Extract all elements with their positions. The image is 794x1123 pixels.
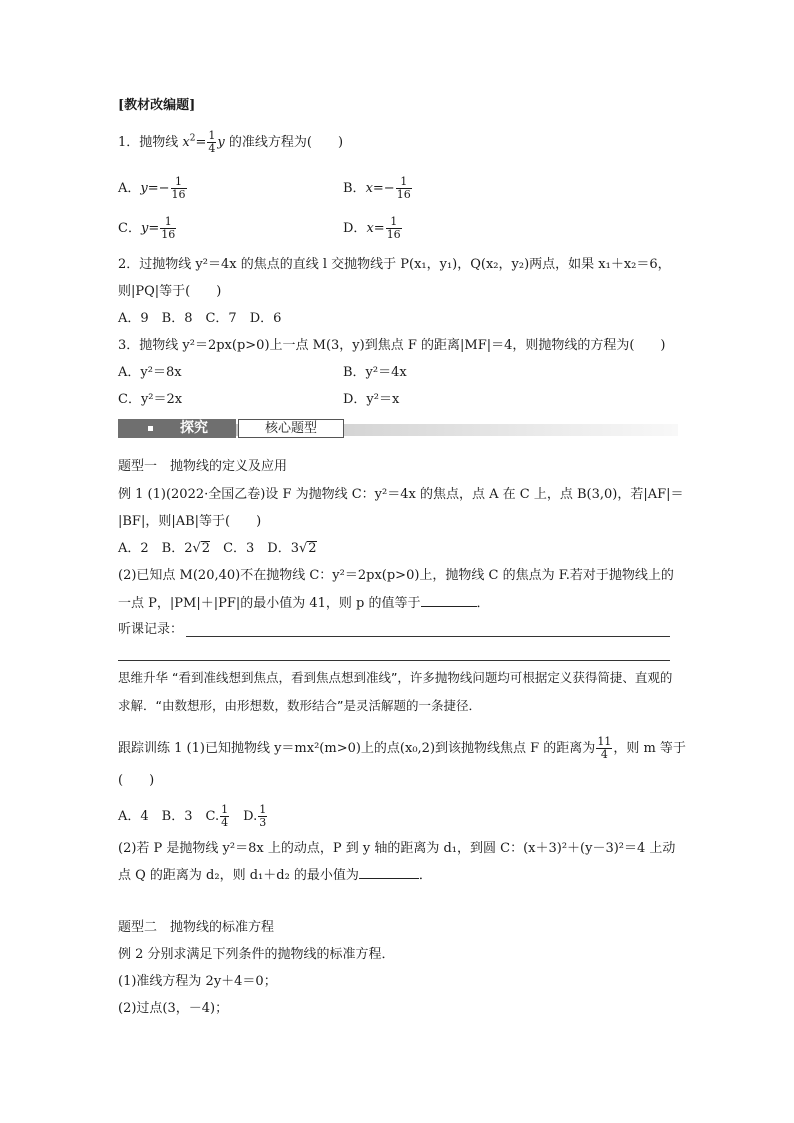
option-fraction — [386, 216, 402, 241]
frac-num: 11 — [597, 735, 612, 748]
frac-num: 1 — [396, 176, 412, 189]
q3-option-a: A．y²＝8x — [118, 365, 182, 380]
question-1 — [118, 130, 343, 155]
q2-line-2: 则|PQ|等于( ) — [118, 284, 222, 299]
answer-blank[interactable] — [421, 594, 477, 607]
option-label: A． — [118, 181, 141, 196]
q1-frac-num: 1 — [208, 129, 216, 142]
notes-label: 听课记录： — [118, 622, 184, 637]
training1-line-2: ( ) — [118, 773, 155, 788]
q1-option-d — [343, 216, 403, 241]
frac-den: 16 — [386, 228, 401, 241]
ex1-p2-text: 一点 P，|PM|＋|PF|的最小值为 41，则 p 的值等于 — [118, 596, 421, 611]
sqrt-symbol: √ — [298, 541, 308, 556]
option-var: y — [140, 221, 149, 236]
q1-option-c — [118, 216, 177, 241]
frac-num: 1 — [259, 803, 267, 816]
frac-den: 3 — [259, 816, 267, 829]
frac-num: 1 — [160, 216, 176, 229]
example1-part2-line-2 — [118, 594, 490, 613]
example2-line: 例 2 分别求满足下列条件的抛物线的标准方程． — [118, 947, 395, 962]
q1-option-a — [118, 176, 188, 201]
q3-line-1: 3．抛物线 y²＝2px(p>0)上一点 M(3，y)到焦点 F 的距离|MF|＝4，则抛物线的方程为( ) — [118, 338, 666, 353]
example2-condition-1: (1)准线方程为 2y＋4＝0； — [118, 974, 277, 989]
train-opts-d: D. — [230, 809, 258, 824]
frac-den: 4 — [221, 816, 229, 829]
example2-condition-2: (2)过点(3，－4)； — [118, 1001, 229, 1016]
option-label: B． — [343, 181, 366, 196]
frac-den: 16 — [161, 228, 176, 241]
option-fraction — [171, 176, 187, 201]
ex1-opt-a: A．2 B．2 — [118, 541, 193, 556]
example1-options — [118, 540, 317, 558]
training1-options — [118, 804, 268, 829]
option-fraction — [160, 216, 176, 241]
training1-line-1 — [118, 736, 686, 761]
frac-den: 16 — [396, 188, 411, 201]
option-label: D． — [343, 221, 367, 236]
train2-text: 点 Q 的距离为 d₂，则 d₁＋d₂ 的最小值为 — [118, 868, 359, 883]
example1-line-2: |BF|，则|AB|等于( ) — [118, 514, 262, 529]
frac-den: 16 — [171, 188, 186, 201]
section-banner — [118, 419, 678, 439]
banner-title-right: 核心题型 — [264, 421, 317, 436]
q2-options: A．9 B．8 C．7 D．6 — [118, 311, 282, 326]
option-var: x — [366, 221, 374, 236]
option-eq: = — [373, 221, 385, 236]
q1-y: y — [217, 135, 225, 150]
answer-blank[interactable] — [359, 866, 419, 879]
q1-frac-den: 4 — [208, 142, 216, 155]
frac-num: 1 — [386, 216, 402, 229]
ex1-p2-end: ． — [476, 596, 490, 611]
q1-option-b — [343, 176, 413, 201]
section-tag: [教材改编题] — [118, 98, 196, 113]
q3-option-c: C．y²＝2x — [118, 392, 183, 407]
train-fraction — [596, 736, 612, 761]
frac-den: 4 — [600, 748, 608, 761]
example1-line-1: 例 1 (1)(2022·全国乙卷)设 F 为抛物线 C：y²＝4x 的焦点，点 A 在 C 上，点 B(3,0)，若|AF|＝ — [118, 487, 684, 502]
banner-dark-block — [118, 419, 236, 438]
banner-title-left: 探究 — [180, 420, 208, 436]
q2-line-1: 2．过抛物线 y²＝4x 的焦点的直线 l 交抛物线于 P(x₁，y₁)，Q(x₂，y₂)两点，如果 x₁＋x₂＝6， — [118, 257, 671, 272]
train2-end: ． — [418, 868, 432, 883]
option-var: x — [365, 181, 373, 196]
thinking-summary: 思维升华 “看到准线想到焦点，看到焦点想到准线”，许多抛物线问题均可根据定义获得简捷、直观的求解．“由数想形，由形想数，数形结合”是灵活解题的一条捷径． — [118, 670, 673, 713]
q1-sup: 2 — [189, 133, 196, 144]
q3-option-d: D．y²＝x — [343, 392, 400, 407]
notes-line-2[interactable] — [118, 660, 670, 661]
sqrt-value: 2 — [308, 541, 317, 556]
notes-line-1[interactable] — [186, 636, 670, 637]
option-eq: =− — [147, 181, 170, 196]
banner-box — [238, 419, 344, 438]
type1-title: 题型一 抛物线的定义及应用 — [118, 459, 288, 474]
sqrt-symbol: √ — [192, 541, 201, 556]
q1-x: x — [182, 135, 190, 150]
frac-num: 1 — [171, 176, 187, 189]
q1-tail: 的准线方程为( ) — [224, 135, 344, 150]
example1-part2-line-1: (2)已知点 M(20,40)不在抛物线 C：y²＝2px(p>0)上，抛物线 C 的焦点为 F.若对于抛物线上的 — [118, 568, 674, 583]
option-eq: =− — [372, 181, 395, 196]
square-bullet-icon — [148, 426, 153, 431]
q1-fraction — [207, 130, 216, 155]
option-fraction — [396, 176, 412, 201]
q3-option-b: B．y²＝4x — [343, 365, 407, 380]
q1-eq: = — [195, 135, 207, 150]
training1-part2-line-1: (2)若 P 是抛物线 y²＝8x 上的动点，P 到 y 轴的距离为 d₁，到圆 C：(x＋3)²＋(y－3)²＝4 上动 — [118, 841, 676, 856]
q1-lead: 1．抛物线 — [118, 135, 183, 150]
ex1-opt-mid: C．3 D．3 — [210, 541, 299, 556]
sqrt-value: 2 — [201, 541, 211, 556]
train-c-fraction — [220, 804, 229, 829]
option-var: y — [140, 181, 148, 196]
frac-num: 1 — [221, 803, 229, 816]
training1-part2-line-2 — [118, 866, 432, 885]
type2-title: 题型二 抛物线的标准方程 — [118, 920, 275, 935]
train-opts-a: A．4 B．3 C. — [118, 809, 220, 824]
option-eq: = — [148, 221, 160, 236]
train-text-b: ，则 m 等于 — [613, 741, 686, 756]
train-text-a: 跟踪训练 1 (1)已知抛物线 y＝mx²(m>0)上的点(x₀,2)到该抛物线焦点 F 的距离为 — [118, 741, 596, 756]
option-label: C． — [118, 221, 141, 236]
train-d-fraction — [258, 804, 267, 829]
